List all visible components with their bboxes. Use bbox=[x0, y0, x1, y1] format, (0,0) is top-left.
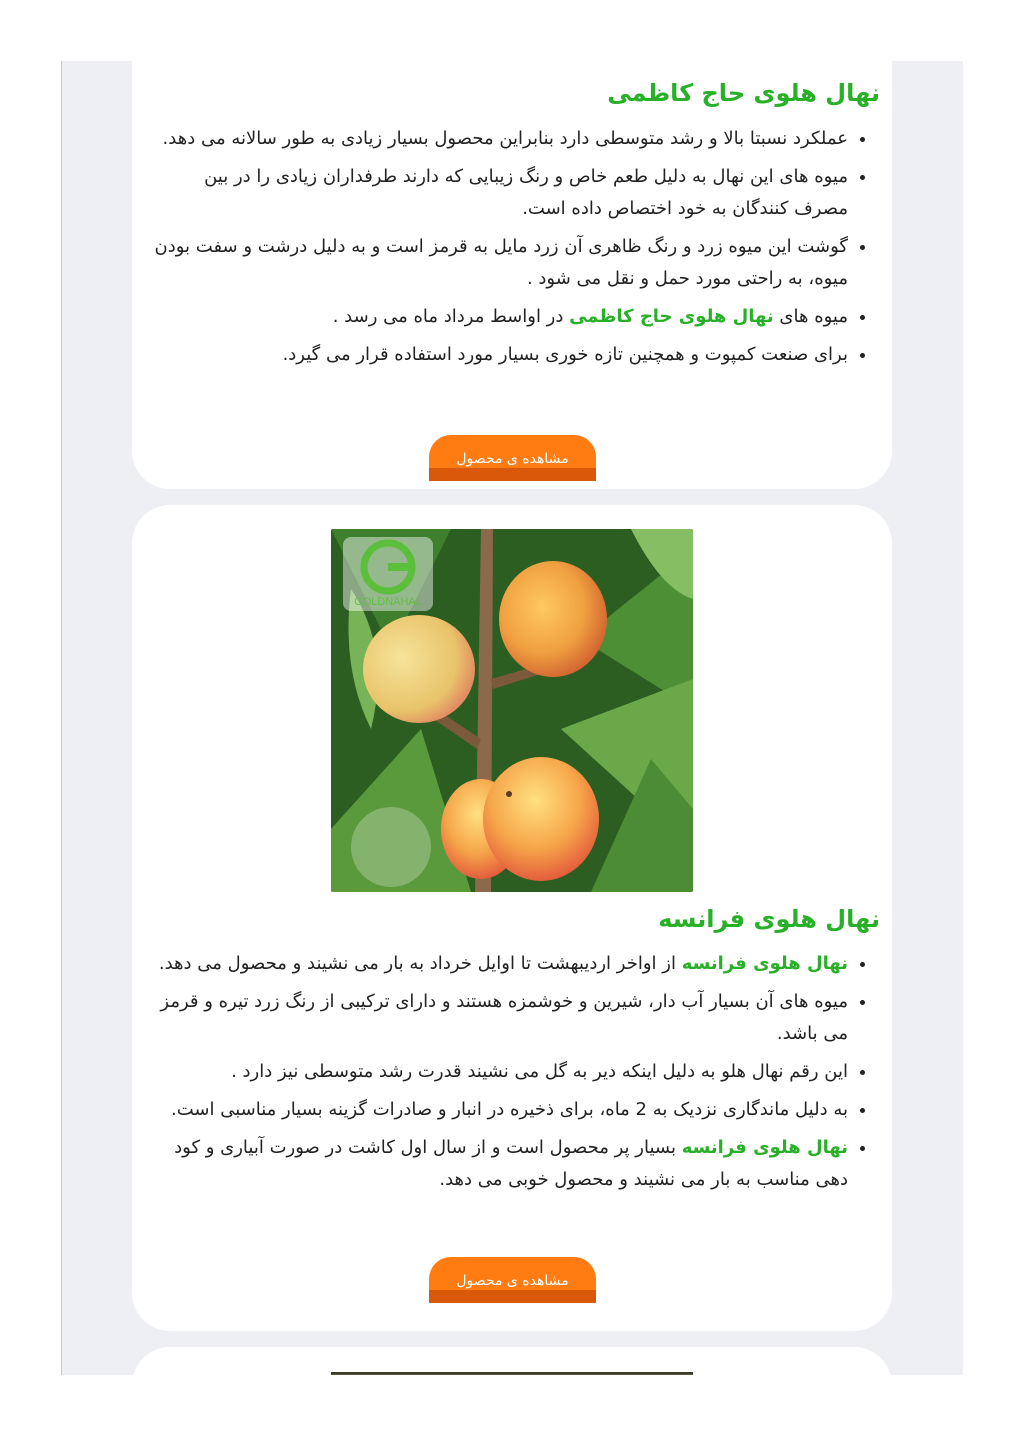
feature-text: برای صنعت کمپوت و همچنین تازه خوری بسیار مورد استفاده قرار می گیرد. bbox=[282, 344, 848, 365]
feature-text: در اواسط مرداد ماه می رسد . bbox=[332, 306, 570, 327]
product-card-haj-kazemi bbox=[132, 61, 892, 489]
product-card-next bbox=[132, 1347, 892, 1375]
feature-text: به دلیل ماندگاری نزدیک به 2 ماه، برای ذخیره در انبار و صادرات گزینه بسیار مناسبی است. bbox=[171, 1099, 848, 1120]
feature-text: عملکرد نسبتا بالا و رشد متوسطی دارد بنابراین محصول بسیار زیادی به طور سالانه می دهد. bbox=[162, 128, 848, 149]
view-product-button[interactable]: مشاهده ی محصول bbox=[429, 1257, 596, 1303]
feature-item bbox=[148, 123, 848, 155]
feature-item bbox=[148, 161, 848, 225]
watermark-logo-text: GOLDNAHAL bbox=[354, 596, 422, 608]
feature-text: این رقم نهال هلو به دلیل اینکه دیر به گل می نشیند قدرت رشد متوسطی نیز دارد . bbox=[231, 1061, 848, 1082]
feature-text: از اواخر اردیبهشت تا اوایل خرداد به بار می نشیند و محصول می دهد. bbox=[158, 953, 682, 974]
feature-item bbox=[148, 339, 848, 371]
feature-text: میوه های این نهال به دلیل طعم خاص و رنگ زیبایی که دارند طرفداران زیادی را در بین مصرف کنندگان به خود اختصاص داده است. bbox=[204, 166, 848, 219]
product-card-france-peach bbox=[132, 505, 892, 1331]
product-title: نهال هلوی حاج کاظمی bbox=[607, 79, 880, 107]
product-title: نهال هلوی فرانسه bbox=[658, 905, 880, 933]
feature-item bbox=[148, 1056, 848, 1088]
product-image bbox=[331, 1372, 693, 1375]
product-image bbox=[331, 529, 693, 892]
feature-item bbox=[148, 986, 848, 1050]
feature-item bbox=[148, 301, 848, 333]
feature-text: بسیار پر محصول است و از سال اول کاشت در صورت آبیاری و کود دهی مناسب به بار می نشیند و محصول خوبی می دهد. bbox=[174, 1137, 848, 1190]
feature-list bbox=[148, 123, 864, 377]
feature-item bbox=[148, 1094, 848, 1126]
product-name-link[interactable]: نهال هلوی حاج کاظمی bbox=[569, 306, 774, 327]
feature-item bbox=[148, 231, 848, 295]
product-name-link[interactable]: نهال هلوی فرانسه bbox=[681, 953, 848, 974]
feature-text: میوه های bbox=[773, 306, 848, 327]
feature-text: گوشت این میوه زرد و رنگ ظاهری آن زرد مایل به قرمز است و به دلیل درشت و سفت بودن میوه، به راحتی مورد حمل و نقل می شود . bbox=[154, 236, 848, 289]
product-name-link[interactable]: نهال هلوی فرانسه bbox=[681, 1137, 848, 1158]
feature-item bbox=[148, 1132, 848, 1196]
page-background bbox=[61, 61, 963, 1375]
feature-item bbox=[148, 948, 848, 980]
view-product-button[interactable]: مشاهده ی محصول bbox=[429, 435, 596, 481]
feature-list bbox=[148, 948, 864, 1202]
feature-text: میوه های آن بسیار آب دار، شیرین و خوشمزه هستند و دارای ترکیبی از رنگ زرد تیره و قرمز می باشد. bbox=[160, 991, 848, 1044]
